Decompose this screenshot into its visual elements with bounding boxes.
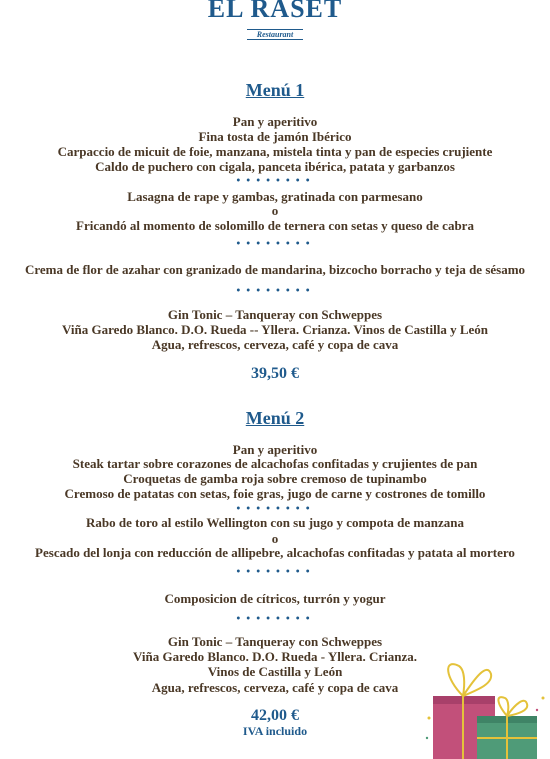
tax-included-note: IVA incluido xyxy=(242,724,308,738)
menu-2-starter: Pan y aperitivo xyxy=(232,442,318,457)
menu-2-drink: Viña Garedo Blanco. D.O. Rueda - Yllera. Crianza. xyxy=(132,649,418,664)
separator-dots: •••••••• xyxy=(235,286,315,297)
menu-2-dessert: Composicion de cítricos, turrón y yogur xyxy=(164,591,386,606)
menu-1-main-option-1: Lasagna de rape y gambas, gratinada con parmesano xyxy=(127,189,423,204)
menu-1-starter: Carpaccio de micuit de foie, manzana, mistela tinta y pan de especies crujiente xyxy=(57,144,493,159)
menu-2-starter: Croquetas de gamba roja sobre cremoso de tupinambo xyxy=(123,471,427,486)
separator-dots: •••••••• xyxy=(235,504,315,515)
menu-2-drink: Vinos de Castilla y León xyxy=(207,664,343,679)
logo-subtitle: Restaurant xyxy=(247,29,303,40)
separator-dots: •••••••• xyxy=(235,567,315,578)
separator-dots: •••••••• xyxy=(235,614,315,625)
menu-1-drink: Gin Tonic – Tanqueray con Schweppes xyxy=(167,307,383,322)
menu-1-starter: Caldo de puchero con cigala, panceta ibérica, patata y garbanzos xyxy=(95,159,455,174)
menu-1-main-option-2: Fricandó al momento de solomillo de ternera con setas y queso de cabra xyxy=(76,218,474,233)
menu-1-or-separator: o xyxy=(271,203,279,218)
menu-2-drink: Agua, refrescos, cerveza, café y copa de cava xyxy=(151,680,399,695)
menu-2-starter: Cremoso de patatas con setas, foie gras, jugo de carne y costrones de tomillo xyxy=(64,486,486,501)
confetti-dot xyxy=(428,717,431,720)
confetti-dot xyxy=(542,697,545,700)
green-gift-bow xyxy=(498,697,527,716)
menu-1-starter: Pan y aperitivo xyxy=(232,114,318,129)
menu-1-drink: Agua, refrescos, cerveza, café y copa de cava xyxy=(151,337,399,352)
menu-2-drink: Gin Tonic – Tanqueray con Schweppes xyxy=(167,634,383,649)
menu-1-title: Menú 1 xyxy=(245,80,305,100)
gift-boxes-icon xyxy=(425,648,550,759)
restaurant-logo xyxy=(0,0,550,41)
logo-text: EL RASET xyxy=(207,0,343,23)
menu-1-price: 39,50 € xyxy=(251,365,299,382)
menu-1-dessert: Crema de flor de azahar con granizado de mandarina, bizcocho borracho y teja de sésamo xyxy=(24,262,526,277)
separator-dots: •••••••• xyxy=(235,176,315,187)
menu-2-main-option-1: Rabo de toro al estilo Wellington con su jugo y compota de manzana xyxy=(86,515,464,530)
menu-2-title: Menú 2 xyxy=(245,408,305,428)
menu-2-starter: Steak tartar sobre corazones de alcachofas confitadas y crujientes de pan xyxy=(72,456,478,471)
confetti-dot xyxy=(536,709,538,711)
confetti-dot xyxy=(426,737,428,739)
menu-1-drink: Viña Garedo Blanco. D.O. Rueda -- Yllera. Crianza. Vinos de Castilla y León xyxy=(62,322,488,337)
menu-1-starter: Fina tosta de jamón Ibérico xyxy=(198,129,352,144)
menu-2-price: 42,00 € xyxy=(251,707,299,724)
menu-2-main-option-2: Pescado del lonja con reducción de allipebre, alcachofas confitadas y patata al mortero xyxy=(35,545,515,560)
menu-2-or-separator: o xyxy=(271,531,279,546)
separator-dots: •••••••• xyxy=(235,239,315,250)
pink-gift-bow xyxy=(448,664,491,696)
